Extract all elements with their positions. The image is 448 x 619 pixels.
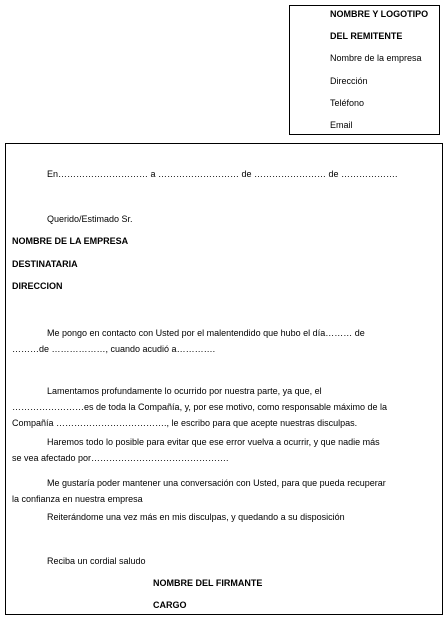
letter-body: [5, 143, 443, 615]
closing: Reciba un cordial saludo: [47, 556, 146, 566]
paragraph-line: ………de ………………, cuando acudió a………….: [12, 344, 216, 354]
sender-name-logo-line: NOMBRE Y LOGOTIPO: [330, 9, 429, 19]
paragraph-line: Me pongo en contacto con Usted por el malentendido que hubo el día……… de: [47, 328, 365, 338]
sender-company: Nombre de la empresa: [330, 53, 422, 63]
paragraph-line: Compañía ………………………………., le escribo para que acepte nuestras disculpas.: [12, 418, 358, 428]
sender-label-line: DEL REMITENTE: [330, 31, 403, 41]
recipient-address: DIRECCION: [12, 281, 63, 291]
paragraph-misunderstanding: [12, 325, 432, 357]
date-line: En………………………… a ……………………… de …………………… de ……………….: [47, 169, 398, 179]
paragraph-line: se vea afectado por……………………………………….: [12, 453, 229, 463]
signer-title: CARGO: [153, 600, 187, 610]
paragraph-line: la confianza en nuestra empresa: [12, 494, 143, 504]
paragraph-line: ……………………es de toda la Compañía, y, por ese motivo, como responsable máximo de la: [12, 402, 387, 412]
signer-name: NOMBRE DEL FIRMANTE: [153, 578, 263, 588]
paragraph-line: Me gustaría poder mantener una conversación con Usted, para que pueda recuperar: [47, 478, 386, 488]
paragraph-line: Lamentamos profundamente lo ocurrido por nuestra parte, ya que, el: [47, 386, 322, 396]
paragraph-apology: [12, 383, 432, 431]
sender-email: Email: [330, 120, 353, 130]
sender-address: Dirección: [330, 76, 368, 86]
paragraph-line: Reiterándome una vez más en mis disculpas, y quedando a su disposición: [47, 512, 345, 522]
sender-info-box: [289, 5, 440, 135]
greeting: Querido/Estimado Sr.: [47, 214, 133, 224]
paragraph-disposition: [12, 509, 432, 525]
recipient-company: NOMBRE DE LA EMPRESA: [12, 236, 129, 246]
paragraph-prevention: [12, 434, 432, 466]
paragraph-conversation: [12, 475, 432, 507]
sender-phone: Teléfono: [330, 98, 365, 108]
paragraph-line: Haremos todo lo posible para evitar que ese error vuelva a ocurrir, y que nadie más: [47, 437, 380, 447]
recipient-label: DESTINATARIA: [12, 259, 78, 269]
